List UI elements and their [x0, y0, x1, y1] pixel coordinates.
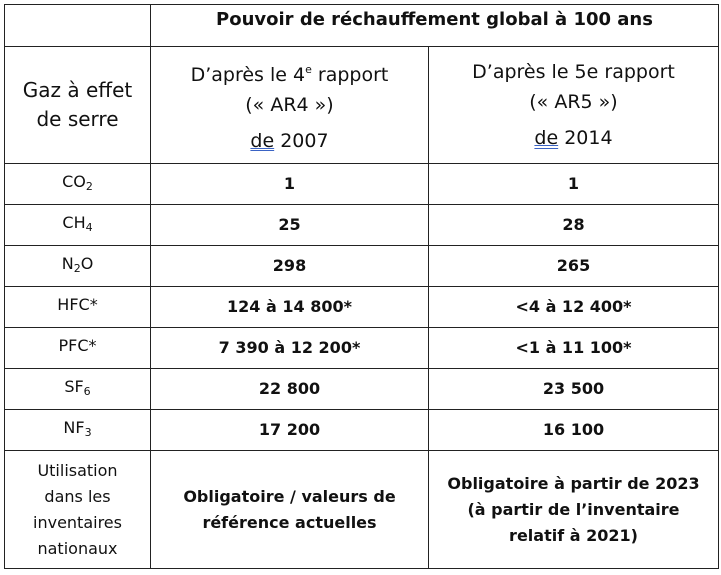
ar5-value-cell: 16 100 [429, 410, 719, 451]
ar5-value-cell: 28 [429, 205, 719, 246]
ar4-value-cell: 124 à 14 800* [151, 287, 429, 328]
ar4-value-cell: 22 800 [151, 369, 429, 410]
ar4-value-cell: 1 [151, 164, 429, 205]
ar4-header-line-1: D’après le 4e rapport [190, 62, 389, 86]
gas-name-cell: $SF_6$ [5, 369, 151, 410]
gas-name-cell: $NF_3$ [5, 410, 151, 451]
ar4-header-line-2: (« AR4 ») [245, 93, 334, 116]
ar4-value-cell: 298 [151, 246, 429, 287]
gas-name-cell: $CH_4$ [5, 205, 151, 246]
ar5-value-cell: 1 [429, 164, 719, 205]
table-row [5, 205, 719, 246]
gwp-table [4, 4, 719, 569]
usage-row [5, 451, 719, 569]
gas-name-cell: $CO_2$ [5, 164, 151, 205]
ar5-header-line-2: (« AR5 ») [529, 91, 618, 113]
table-row [5, 246, 719, 287]
gas-header-line-1: Gaz à effet [22, 78, 133, 102]
ar5-value-cell: 265 [429, 246, 719, 287]
ar5-value-cell: 23 500 [429, 369, 719, 410]
ar4-column-header [151, 47, 429, 164]
gas-column-header [5, 47, 151, 164]
gas-header-line-2: de serre [36, 107, 119, 131]
gas-name-cell: HFC* [5, 287, 151, 328]
usage-label-cell: Utilisation dans les inventaires nationaux [5, 451, 151, 569]
title-row [5, 5, 719, 47]
gas-name-cell: PFC* [5, 328, 151, 369]
empty-corner-cell [5, 5, 151, 47]
ar5-header-line-3: de 2014 [534, 127, 613, 149]
ar5-value-cell: <1 à 11 100* [429, 328, 719, 369]
ar5-value-cell: <4 à 12 400* [429, 287, 719, 328]
table-row [5, 287, 719, 328]
column-header-row [5, 47, 719, 164]
table-row [5, 328, 719, 369]
table-row [5, 164, 719, 205]
ar5-usage-cell: Obligatoire à partir de 2023 (à partir de l’inventaire relatif à 2021) [429, 451, 719, 569]
gas-name-cell: $N_2O$ [5, 246, 151, 287]
ar4-value-cell: 17 200 [151, 410, 429, 451]
table-title: Pouvoir de réchauffement global à 100 ans [151, 5, 719, 47]
table-row [5, 410, 719, 451]
table-row [5, 369, 719, 410]
ar4-value-cell: 25 [151, 205, 429, 246]
ar5-column-header [429, 47, 719, 164]
ar5-header-line-1: D’après le 5e rapport [472, 61, 675, 83]
ar4-usage-cell: Obligatoire / valeurs de référence actuelles [151, 451, 429, 569]
ar4-header-line-3: de 2007 [250, 129, 329, 152]
ar4-value-cell: 7 390 à 12 200* [151, 328, 429, 369]
